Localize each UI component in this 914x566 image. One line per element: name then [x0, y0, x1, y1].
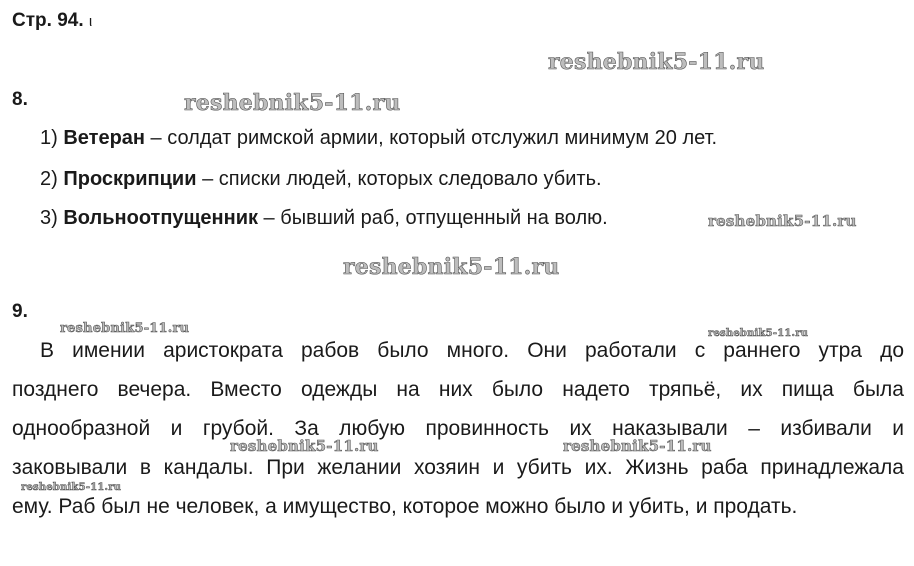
term-definition: – бывший раб, отпущенный на волю.: [258, 207, 608, 229]
term-definition: – списки людей, которых следовало убить.: [196, 168, 602, 190]
term: Проскрипции: [63, 168, 197, 190]
watermark: reshebnik5-11.ru: [708, 212, 857, 230]
paragraph-line: однообразной и грубой. За любую провинность их наказывали – избивали и: [12, 417, 904, 440]
header-mark: ι: [88, 13, 93, 30]
watermark: reshebnik5-11.ru: [548, 49, 765, 75]
term: Ветеран: [63, 127, 145, 149]
watermark: reshebnik5-11.ru: [60, 321, 190, 336]
watermark: reshebnik5-11.ru: [21, 482, 122, 493]
task-8-number: 8.: [12, 89, 28, 110]
item-number: 3): [40, 207, 58, 229]
item-number: 2): [40, 168, 58, 190]
page-label: Стр. 94.: [12, 10, 84, 31]
paragraph-line: В имении аристократа рабов было много. Они работали с раннего утра до: [40, 339, 904, 362]
watermark: reshebnik5-11.ru: [563, 437, 712, 455]
paragraph-line: позднего вечера. Вместо одежды на них было надето тряпьё, их пища была: [12, 378, 904, 401]
task-9-number: 9.: [12, 301, 28, 322]
watermark: reshebnik5-11.ru: [184, 90, 401, 116]
watermark: reshebnik5-11.ru: [230, 437, 379, 455]
definition-item: [40, 127, 717, 150]
item-number: 1): [40, 127, 58, 149]
term: Вольноотпущенник: [63, 207, 258, 229]
definition-item: [40, 168, 602, 191]
paragraph-line: заковывали в кандалы. При желании хозяин и убить их. Жизнь раба принадлежала: [12, 456, 904, 479]
page-header: [12, 10, 92, 32]
term-definition: – солдат римской армии, который отслужил минимум 20 лет.: [145, 127, 718, 149]
definition-item: [40, 207, 608, 230]
watermark: reshebnik5-11.ru: [343, 254, 560, 280]
watermark: reshebnik5-11.ru: [708, 328, 809, 339]
paragraph-line: ему. Раб был не человек, а имущество, которое можно было и убить, и продать.: [12, 495, 798, 518]
